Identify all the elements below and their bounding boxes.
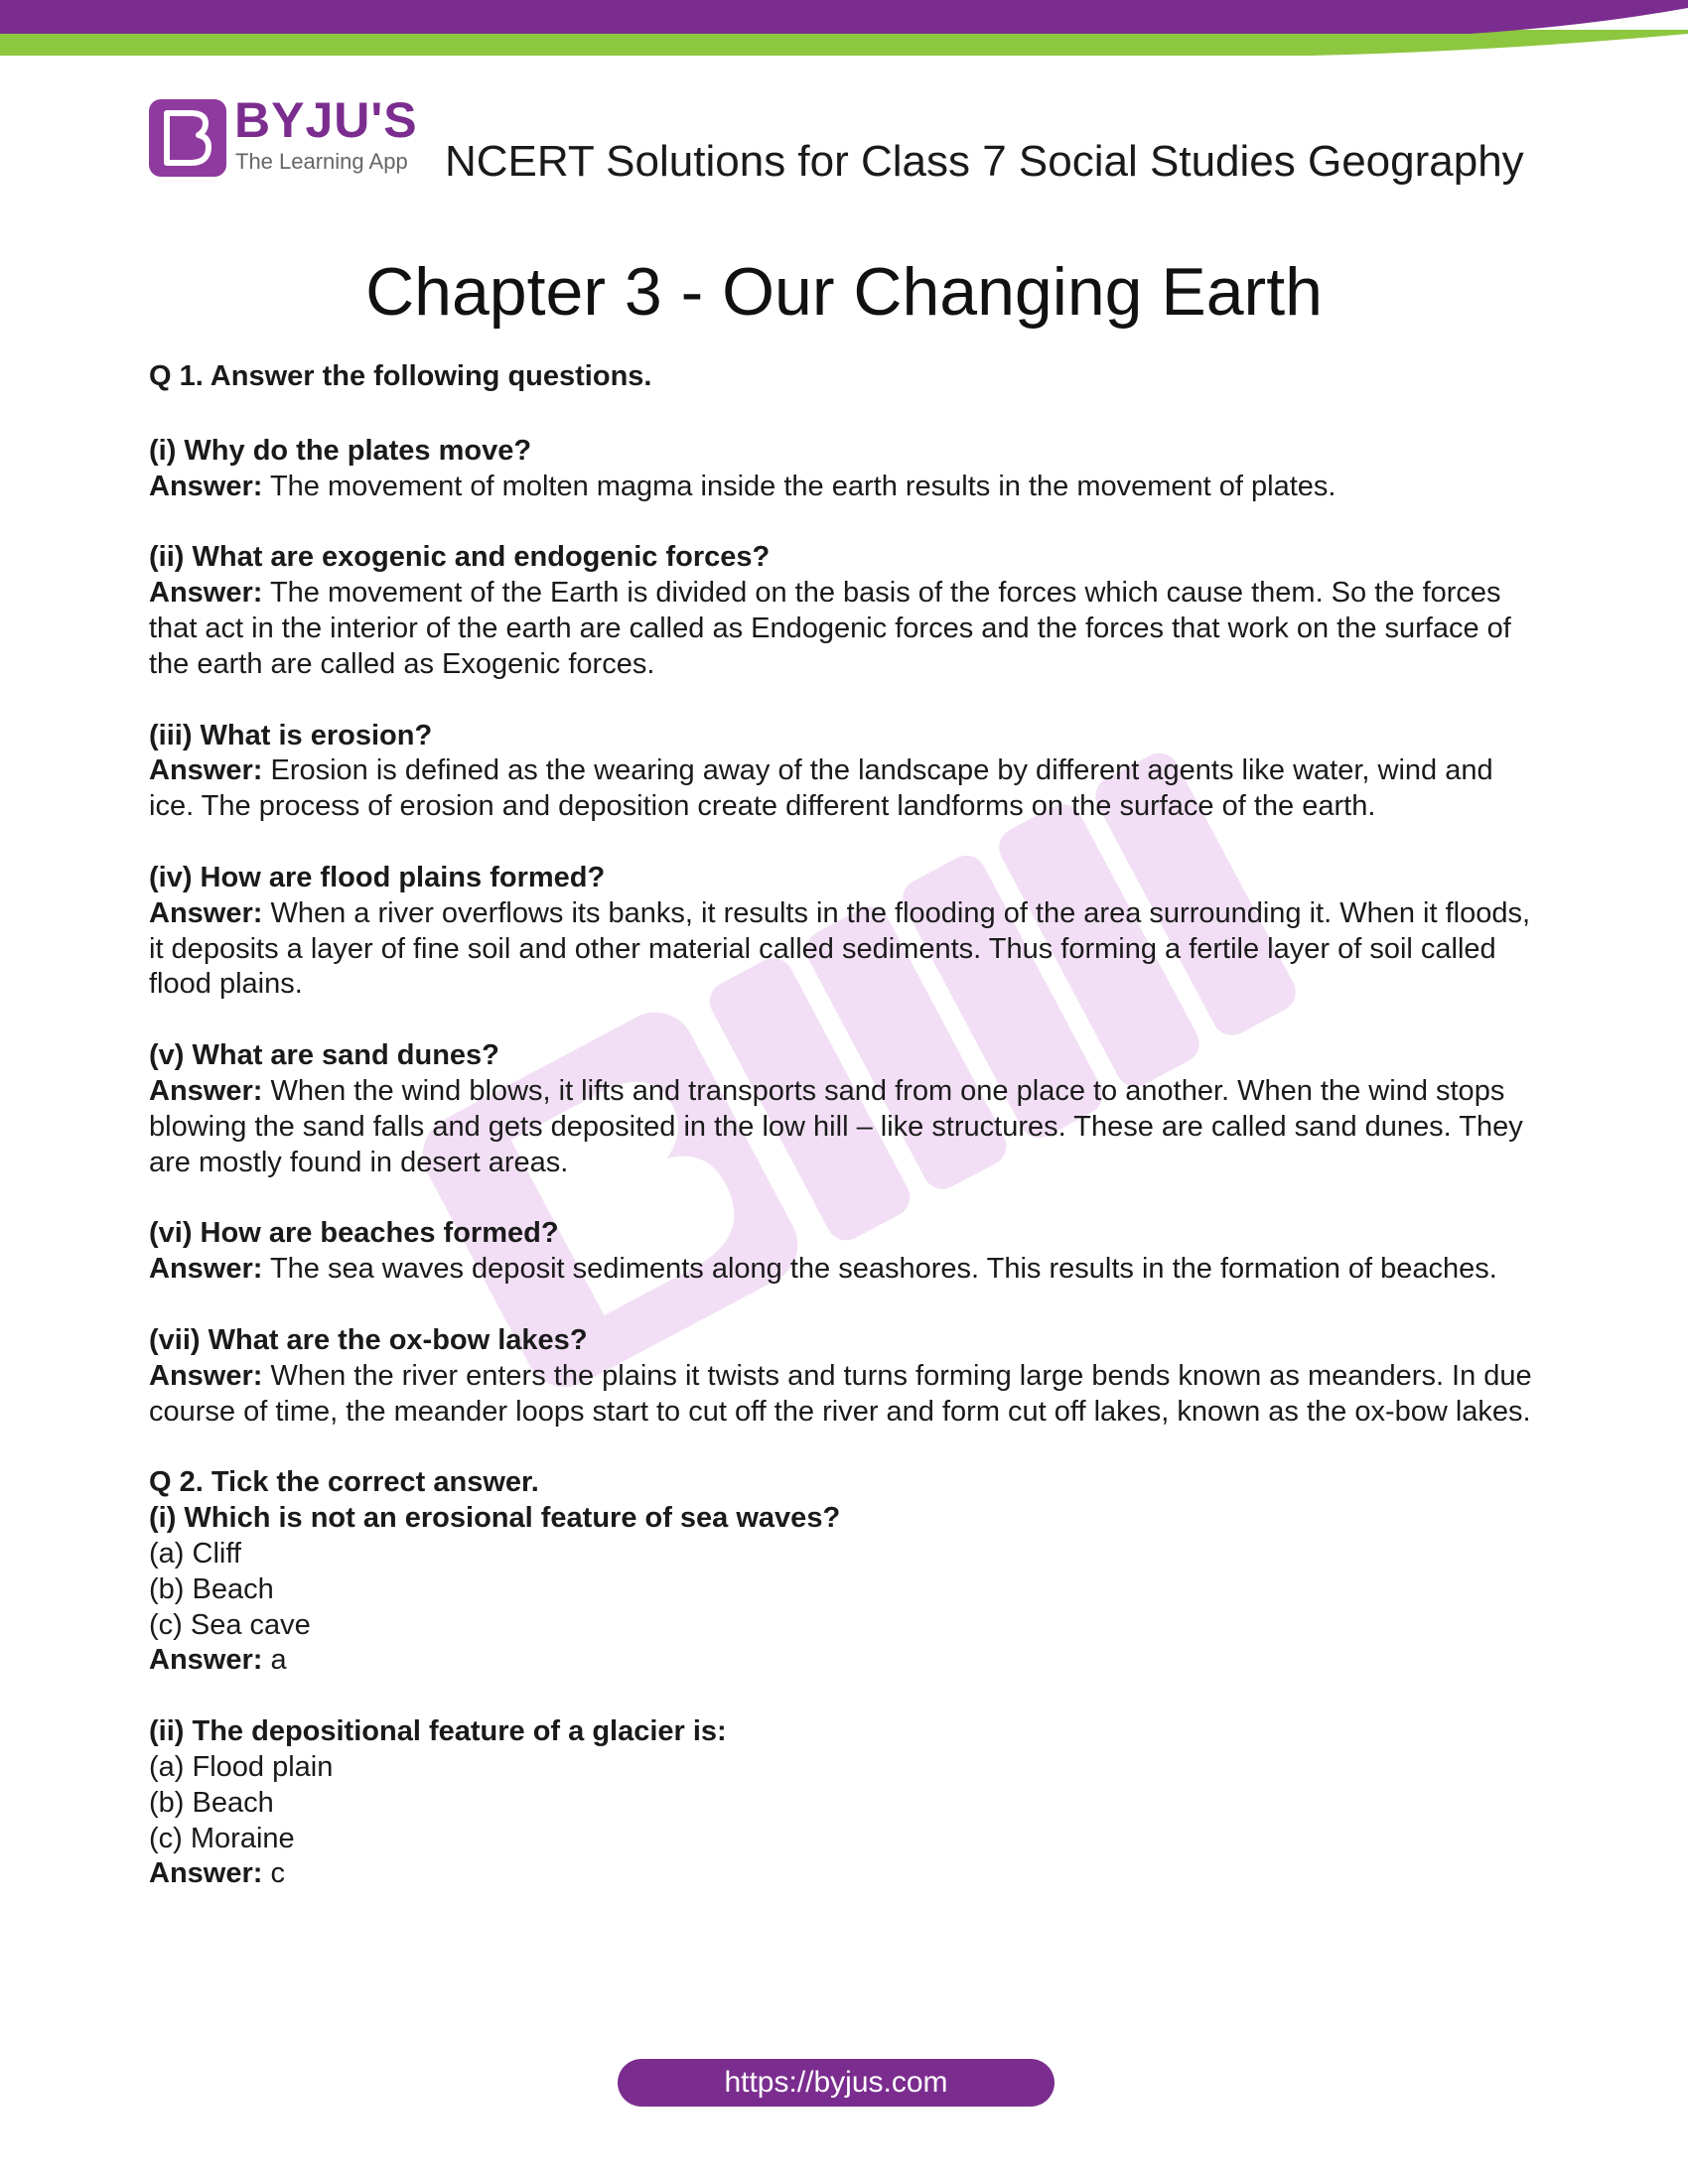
chapter-title: Chapter 3 - Our Changing Earth	[365, 254, 1323, 330]
mcq-item-2	[149, 1714, 1539, 1892]
answer-text: The sea waves deposit sediments along the seashores. This results in the formation of beaches.	[262, 1253, 1497, 1286]
question-text: (iv) How are flood plains formed?	[149, 861, 606, 893]
question-text: (i) Why do the plates move?	[149, 434, 532, 467]
footer-url-link[interactable]: https://byjus.com	[618, 2059, 1055, 2107]
answer-label: Answer:	[149, 896, 263, 929]
page-header	[149, 92, 1539, 189]
mcq-item-1	[149, 1501, 1539, 1679]
answer-text: When a river overflows its banks, it results in the flooding of the area surrounding it. When it floods, it deposits a layer of fine soil and other material called sediments. Thus forming a fertile layer of soil called flood plains.	[149, 896, 1531, 1001]
answer-paragraph	[149, 1359, 1539, 1431]
byjus-logo-icon	[149, 99, 226, 177]
option-a: (a) Cliff	[149, 1537, 241, 1570]
logo-wordmark: BYJU'S	[234, 92, 418, 148]
answer-text: When the wind blows, it lifts and transports sand from one place to another. When the wind stops blowing the sand falls and gets deposited in the low hill – like structures. These are called sand dunes. They are mostly found in desert areas.	[149, 1074, 1523, 1178]
question-text: (i) Which is not an erosional feature of sea waves?	[149, 1502, 841, 1535]
option-a: (a) Flood plain	[149, 1750, 334, 1783]
option-b: (b) Beach	[149, 1786, 274, 1819]
answer-text: The movement of the Earth is divided on the basis of the forces which cause them. So the forces that act in the interior of the earth are called as Endogenic forces and the forces that work on the surface of the earth are called as Exogenic forces.	[149, 577, 1511, 680]
logo-tagline: The Learning App	[235, 149, 408, 174]
answer-paragraph	[149, 1856, 1539, 1892]
answer-paragraph	[149, 1074, 1539, 1180]
answer-label: Answer:	[149, 1359, 263, 1392]
answer-text: Erosion is defined as the wearing away of the landscape by different agents like water, wind and ice. The process of erosion and deposition create different landforms on the surface of the earth.	[149, 754, 1493, 823]
option-c: (c) Moraine	[149, 1822, 295, 1854]
answer-label: Answer:	[149, 754, 263, 787]
q2-heading: Q 2. Tick the correct answer.	[149, 1466, 539, 1499]
qa-item-6	[149, 1216, 1539, 1288]
question-text: (ii) What are exogenic and endogenic forces?	[149, 541, 771, 574]
banner-purple-stripe	[0, 0, 1688, 34]
question-text: (ii) The depositional feature of a glacier is:	[149, 1715, 727, 1748]
answer-label: Answer:	[149, 470, 263, 502]
q1-heading: Q 1. Answer the following questions.	[149, 360, 652, 392]
option-b: (b) Beach	[149, 1572, 274, 1605]
question-text: (iii) What is erosion?	[149, 719, 433, 751]
answer-text: When the river enters the plains it twists and turns forming large bends known as meanders. In due course of time, the meander loops start to cut off the river and form cut off lakes, known as the ox-bow lakes.	[149, 1359, 1532, 1428]
answer-label: Answer:	[149, 577, 263, 610]
answer-paragraph	[149, 1252, 1539, 1288]
answer-text: The movement of molten magma inside the earth results in the movement of plates.	[262, 470, 1336, 502]
answer-text: c	[262, 1857, 285, 1890]
top-banner	[0, 0, 1688, 60]
answer-paragraph	[149, 576, 1539, 682]
qa-item-7	[149, 1323, 1539, 1430]
answer-label: Answer:	[149, 1857, 263, 1890]
qa-item-4	[149, 861, 1539, 1003]
question-text: (vii) What are the ox-bow lakes?	[149, 1323, 588, 1356]
answer-paragraph	[149, 753, 1539, 825]
answer-paragraph	[149, 896, 1539, 1003]
answer-paragraph	[149, 470, 1539, 505]
answer-label: Answer:	[149, 1253, 263, 1286]
answer-label: Answer:	[149, 1644, 263, 1677]
qa-item-2	[149, 540, 1539, 682]
qa-item-3	[149, 719, 1539, 825]
option-c: (c) Sea cave	[149, 1608, 311, 1641]
qa-item-5	[149, 1038, 1539, 1180]
document-body	[149, 359, 1539, 1928]
question-text: (vi) How are beaches formed?	[149, 1217, 559, 1250]
answer-text: a	[262, 1644, 287, 1677]
answer-paragraph	[149, 1643, 1539, 1679]
header-title: NCERT Solutions for Class 7 Social Studies Geography	[445, 137, 1524, 186]
byjus-logo	[149, 92, 431, 181]
qa-item-1	[149, 434, 1539, 505]
question-text: (v) What are sand dunes?	[149, 1039, 499, 1072]
answer-label: Answer:	[149, 1074, 263, 1107]
